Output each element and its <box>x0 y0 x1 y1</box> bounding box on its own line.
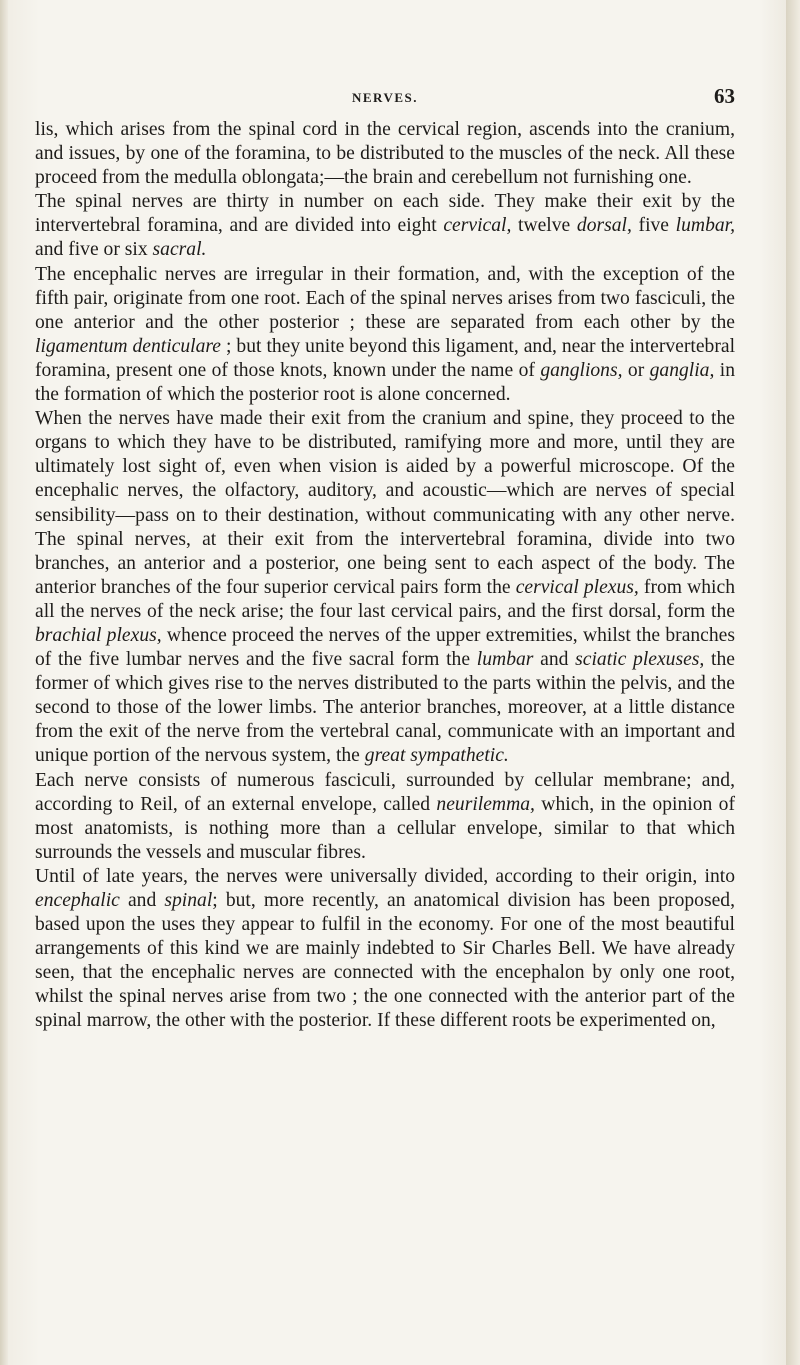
text-run: Until of late years, the nerves were universally divided, according to their origin, into <box>35 865 735 887</box>
italic-term: brachial plexus, <box>35 624 162 646</box>
text-run: and <box>533 649 576 671</box>
text-run: whence proceed the nerves of the upper extremities, whilst the branches of the five lumbar nerves and the five sacral form the <box>35 624 735 671</box>
italic-term: cervical, <box>443 215 512 237</box>
text-run: which, in the opinion of most anatomists, is nothing more than a cellular envelope, similar to that which surrounds the vessels and muscular fibres. <box>35 793 735 863</box>
text-run: The encephalic nerves are irregular in their formation, and, with the exception of the fifth pair, originate from one root. Each of the spinal nerves arises from two fasciculi, the one anterior and the other posterior ; these are separated from each other by the <box>35 263 735 333</box>
italic-term: lumbar <box>476 649 534 671</box>
text-run: and five or six <box>35 239 153 261</box>
italic-term: encephalic <box>35 890 120 911</box>
italic-term: ganglia, <box>649 359 715 381</box>
italic-term: spinal <box>164 890 213 911</box>
body-text <box>35 118 735 1034</box>
italic-term: lumbar, <box>675 215 736 237</box>
text-run: When the nerves have made their exit from the cranium and spine, they proceed to the organs to which they have to be distributed, ramifying more and more, until they are ultimately lost sight of, even when vision is aided by a powerful microscope. Of the encephalic nerves, the olfactory, auditory, and acoustic—which are nerves of special sensibility—pass on to their destination, without communicating with any other nerve. The spinal nerves, at their exit from the intervertebral foramina, divide into two branches, an anterior and a posterior, one being sent to each aspect of the body. The anterior branches of the four superior cervical pairs form the <box>35 408 735 598</box>
text-run: twelve <box>511 215 577 237</box>
italic-term: ligamentum denticulare <box>35 335 222 357</box>
paragraph <box>35 407 735 768</box>
text-run: ; but, more recently, an anatomical division has been proposed, based upon the uses they appear to fulfil in the economy. For one of the most beautiful arrangements of this kind we are mainly indebted to Sir Charles Bell. We have already seen, that the encephalic nerves are connected with the encephalon by only one root, whilst the spinal nerves arise from two ; the one connected with the anterior part of the spinal marrow, the other with the posterior. If these different roots be experimented on, <box>35 890 735 1032</box>
italic-term: cervical plexus, <box>515 576 639 598</box>
text-run: and <box>119 890 165 911</box>
italic-term: ganglions, <box>540 359 623 381</box>
text-run: or <box>622 359 650 381</box>
paragraph <box>35 118 735 190</box>
page-left-edge <box>0 0 8 1365</box>
text-run: the former of which gives rise to the nerves distributed to the parts within the pelvis, and the second to those of the lower limbs. The anterior branches, moreover, at a little distance from the exit of the nerve from the vertebral canal, communicate with an important and unique portion of the nervous system, the <box>35 649 735 767</box>
text-run: from which all the nerves of the neck arise; the four last cervical pairs, and the first dorsal, form the <box>35 576 735 622</box>
paragraph <box>35 865 735 1034</box>
italic-term: sacral. <box>152 239 207 261</box>
text-run: The spinal nerves are thirty in number on each side. They make their exit by the intervertebral foramina, and are divided into eight <box>35 191 735 237</box>
text-run: ; but they unite beyond this ligament, and, near the intervertebral foramina, present one of those knots, known under the name of <box>35 335 736 381</box>
paragraph <box>35 769 735 865</box>
italic-term: dorsal, <box>576 215 632 237</box>
paragraph <box>35 263 735 408</box>
text-run: lis, which arises from the spinal cord in the cervical region, ascends into the cranium, and issues, by one of the foramina, to be distributed to the muscles of the neck. All these proceed from the medulla oblongata;—the brain and cerebellum not furnishing one. <box>35 119 735 189</box>
italic-term: sciatic plexuses, <box>575 649 705 671</box>
page-header <box>35 84 735 108</box>
paragraph <box>35 190 735 262</box>
text-run: in the formation of which the posterior root is alone concerned. <box>35 359 735 406</box>
text-run: Each nerve consists of numerous fasciculi, surrounded by cellular membrane; and, according to Reil, of an external envelope, called <box>35 769 735 815</box>
italic-term: neurilemma, <box>436 793 535 815</box>
italic-term: great sympathetic. <box>364 745 509 767</box>
page-number: 63 <box>714 84 735 108</box>
page-right-edge <box>786 0 800 1365</box>
running-title: NERVES. <box>351 90 419 105</box>
text-run: five <box>631 215 676 237</box>
